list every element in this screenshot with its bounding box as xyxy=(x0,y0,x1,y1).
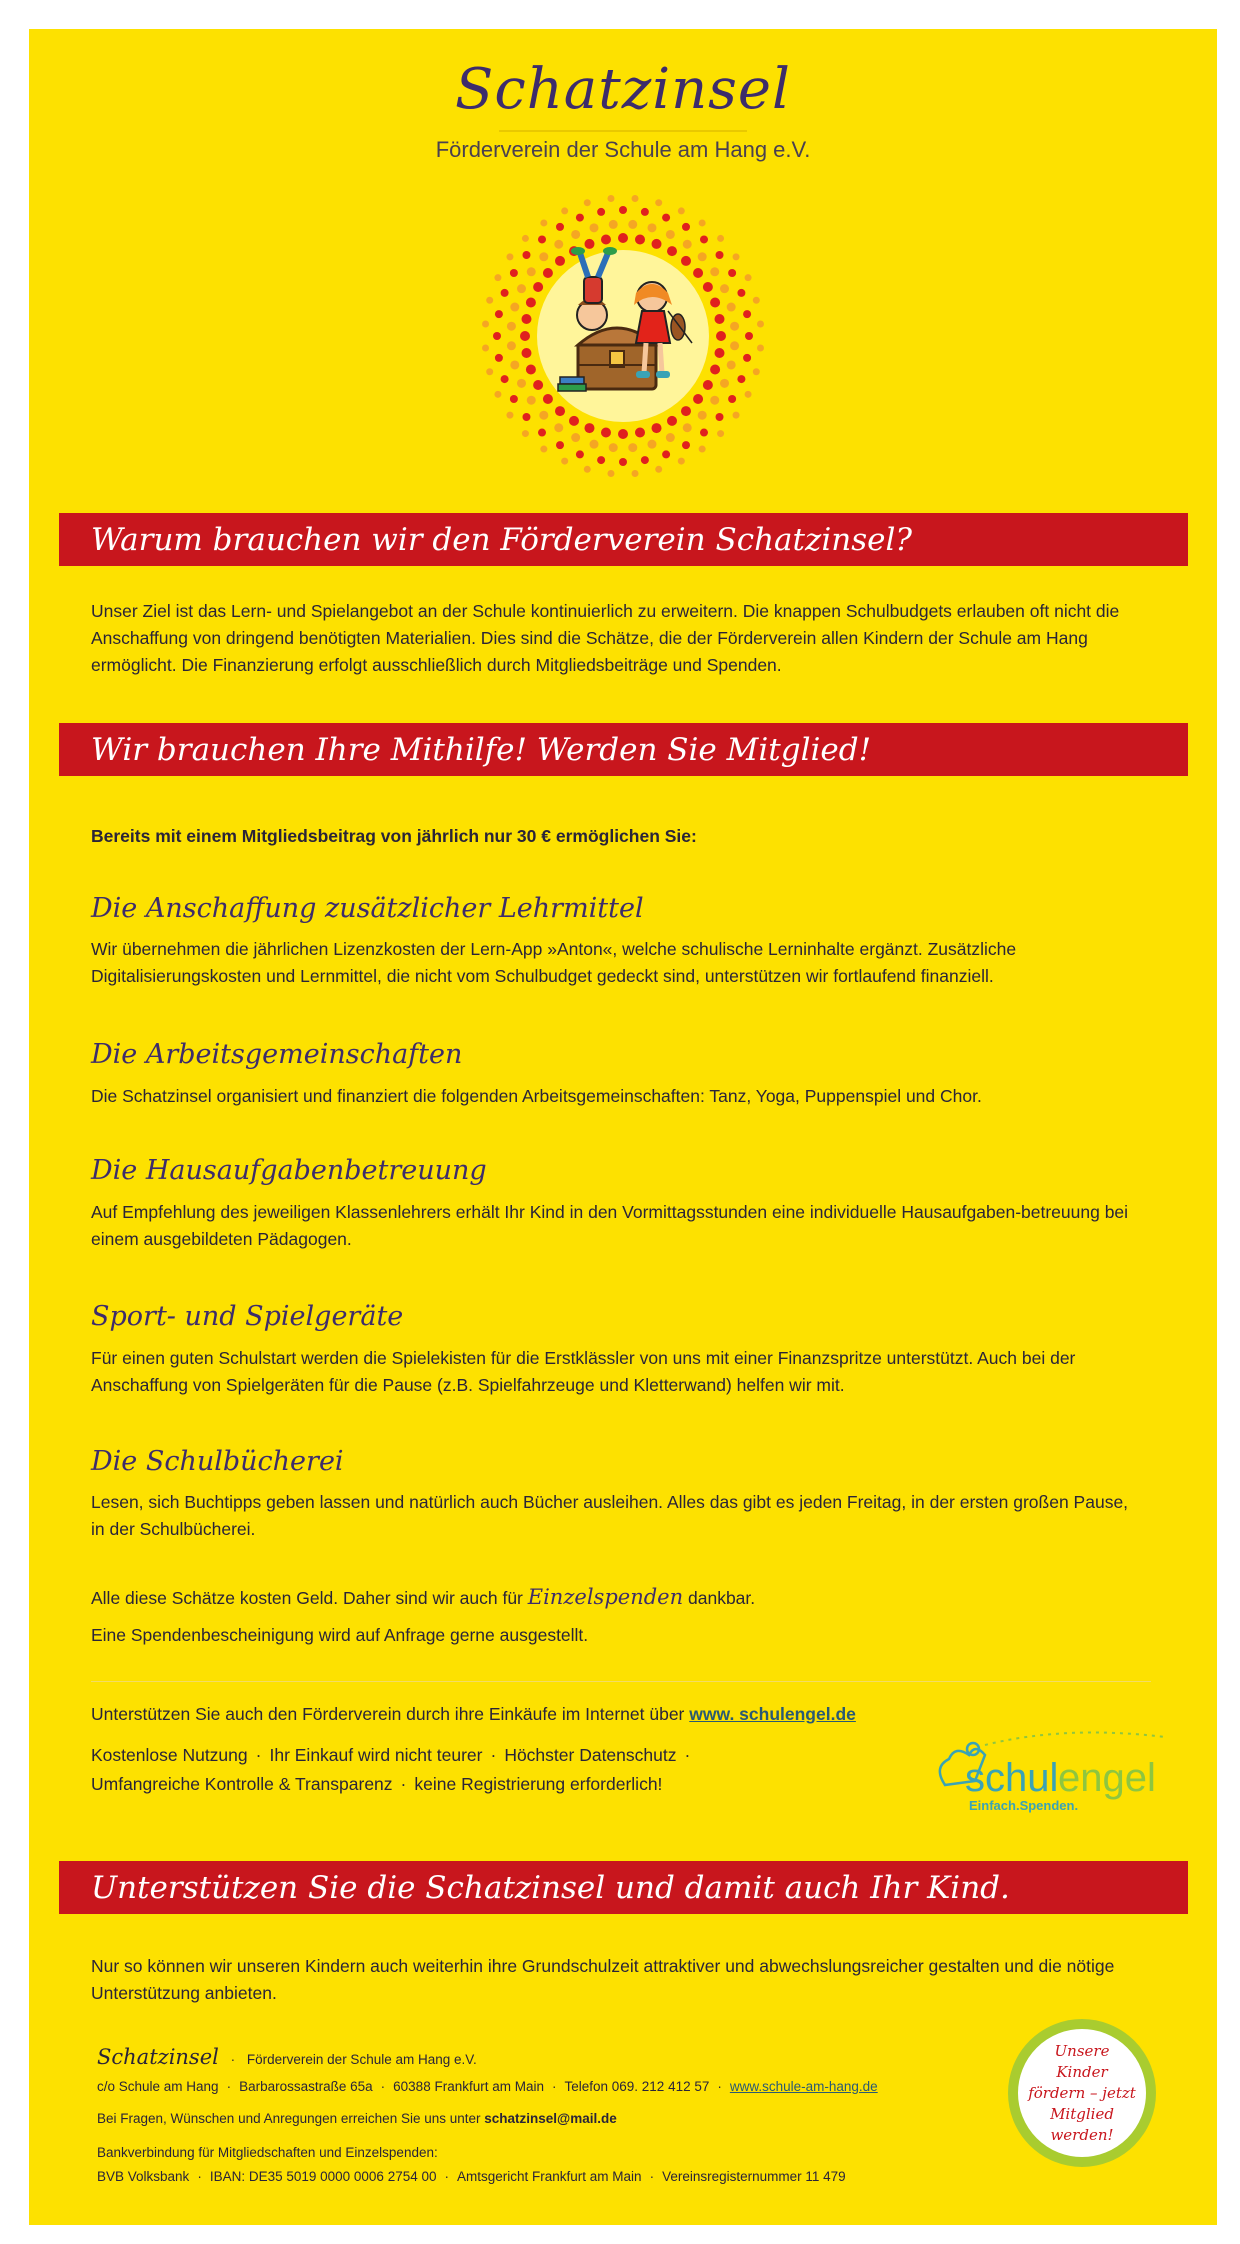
sun-dot xyxy=(710,267,719,276)
donation-pre: Alle diese Schätze kosten Geld. Daher sind wir auch für xyxy=(91,1588,523,1608)
sun-dot xyxy=(727,360,736,369)
sun-dot xyxy=(533,380,543,390)
footer-contact-line xyxy=(97,2111,617,2126)
schulengel-text: Unterstützen Sie auch den Förderverein durch ihre Einkäufe im Internet über xyxy=(91,1704,685,1724)
sun-dot xyxy=(510,395,518,403)
badge-text: Unsere Kinder fördern – jetzt Mitglied werden! xyxy=(1028,2041,1136,2144)
sun-dot xyxy=(720,379,729,388)
sun-dot xyxy=(571,230,580,239)
item-text-ags: Die Schatzinsel organisiert und finanziert die folgenden Arbeitsgemeinschaften: Tanz, Yoga, Puppenspiel und Chor. xyxy=(91,1086,982,1106)
sun-dot xyxy=(556,441,564,449)
sun-dot xyxy=(666,433,675,442)
sun-dot xyxy=(652,423,662,433)
sun-dot xyxy=(716,331,726,341)
sun-dot xyxy=(682,441,690,449)
features-line-2: Umfangreiche Kontrolle & Transparenz · keine Registrierung erforderlich! xyxy=(91,1774,663,1794)
why-paragraph: Unser Ziel ist das Lern- und Spielangebot an der Schule kontinuierlich zu erweitern. Die knappen Schulbudgets erlauben oft nicht die Anschaffung von dringend benötigten Materialien. Dies sind die Schätze, die der Förderverein allen Kindern der Schule am Hang ermöglicht. Die Finanzierung erfolgt ausschließlich durch Mitgliedsbeiträge und Spenden. xyxy=(91,601,1120,675)
brand-subtitle: Förderverein der Schule am Hang e.V. xyxy=(435,137,811,162)
sun-dot xyxy=(757,345,764,352)
sun-dot xyxy=(539,411,548,420)
schulengel-logo[interactable] xyxy=(915,1715,1175,1815)
sun-dot xyxy=(561,458,568,465)
sun-dot xyxy=(571,433,580,442)
sun-dot xyxy=(635,428,645,438)
sun-dot xyxy=(486,368,493,375)
sun-dot xyxy=(495,354,503,362)
sun-dot xyxy=(652,239,662,249)
sun-dot xyxy=(703,282,713,292)
address-part: Telefon 069. 212 412 57 xyxy=(564,2079,710,2094)
sun-dot xyxy=(698,411,707,420)
sun-dot xyxy=(576,214,584,222)
sun-dot xyxy=(662,450,670,458)
schulengel-line xyxy=(91,1701,891,1728)
sun-dot xyxy=(717,430,724,437)
receipt-line: Eine Spendenbescheinigung wird auf Anfrage gerne ausgestellt. xyxy=(91,1625,589,1645)
sun-dot xyxy=(526,297,536,307)
sun-dot xyxy=(703,380,713,390)
sun-dot xyxy=(569,416,579,426)
sun-dot xyxy=(641,208,649,216)
sun-dot xyxy=(520,331,530,341)
sun-dot xyxy=(584,466,591,473)
sun-dot xyxy=(527,267,536,276)
sun-dot xyxy=(682,223,690,231)
sun-dot xyxy=(555,406,565,416)
sun-dot xyxy=(737,289,745,297)
sun-dot xyxy=(693,268,703,278)
sun-dot xyxy=(745,332,753,340)
item-title-sport: Sport- und Spielgeräte xyxy=(91,1301,404,1332)
sun-dot xyxy=(494,274,501,281)
help-intro: Bereits mit einem Mitgliedsbeitrag von jährlich nur 30 € ermöglichen Sie: xyxy=(91,826,697,846)
sun-dot xyxy=(607,470,614,477)
sun-dot xyxy=(526,365,536,375)
feature-item: Kostenlose Nutzung xyxy=(91,1745,248,1765)
sun-dot xyxy=(737,375,745,383)
footer-brand: Schatzinsel xyxy=(97,2045,219,2069)
donation-line xyxy=(91,1584,1141,1612)
sun-dot xyxy=(728,269,736,277)
sun-dot xyxy=(555,256,565,266)
sun-dot xyxy=(597,456,605,464)
feature-item: keine Registrierung erforderlich! xyxy=(414,1774,663,1794)
sun-dot xyxy=(698,252,707,261)
treasure-chest-children-icon xyxy=(480,193,766,479)
sun-dot xyxy=(635,234,645,244)
item-text-buecherei: Lesen, sich Buchtipps geben lassen und natürlich auch Bücher ausleihen. Alles das gibt es jeden Freitag, in der ersten großen Pause, in der Schulbücherei. xyxy=(91,1492,1129,1539)
sun-dot xyxy=(728,395,736,403)
item-text-sport: Für einen guten Schulstart werden die Spielekisten für die Erstklässler von uns mit einer Finanzspritze unterstützt. Auch bei der Anschaffung von Spielgeräten für die Pause (z.B. Spielfahrzeuge und Kletterwand) helfen wir mit. xyxy=(91,1348,1076,1395)
sun-dot xyxy=(743,354,751,362)
sun-dot xyxy=(501,289,509,297)
sun-dot xyxy=(543,268,553,278)
contact-text: Bei Fragen, Wünschen und Anregungen erreichen Sie uns unter xyxy=(97,2111,481,2126)
sun-dot xyxy=(538,235,546,243)
sun-dot xyxy=(561,207,568,214)
sun-dot xyxy=(710,365,720,375)
sun-dot xyxy=(554,423,563,432)
footer-website-link[interactable]: www.schule-am-hang.de xyxy=(729,2079,878,2094)
sun-dot xyxy=(597,208,605,216)
sun-dot xyxy=(601,234,611,244)
bank-part: IBAN: DE35 5019 0000 0006 2754 00 xyxy=(209,2169,437,2184)
sun-dot xyxy=(632,195,639,202)
section-divider xyxy=(91,1681,1151,1682)
sun-dot xyxy=(510,269,518,277)
sun-dot xyxy=(632,470,639,477)
sun-dot xyxy=(493,332,501,340)
sun-dot xyxy=(495,310,503,318)
schulengel-link[interactable]: www. schulengel.de xyxy=(689,1704,856,1724)
sun-dot xyxy=(647,223,656,232)
sun-dot xyxy=(619,458,627,466)
books-icon xyxy=(558,377,586,391)
sun-dot xyxy=(590,223,599,232)
sun-dot xyxy=(628,220,637,229)
item-title-hausaufgaben: Die Hausaufgabenbetreuung xyxy=(91,1155,487,1186)
sun-dot xyxy=(482,345,489,352)
sun-dot xyxy=(590,440,599,449)
sun-dot xyxy=(576,450,584,458)
sun-dot xyxy=(533,282,543,292)
sun-dot xyxy=(510,303,519,312)
sun-dot xyxy=(727,303,736,312)
banner-why: Warum brauchen wir den Förderverein Schatzinsel? xyxy=(59,513,1188,566)
sun-dot xyxy=(618,233,628,243)
sun-dot xyxy=(507,341,516,350)
sun-dot xyxy=(554,240,563,249)
sun-dot xyxy=(710,297,720,307)
sun-dot xyxy=(506,412,513,419)
sun-dot xyxy=(693,394,703,404)
sun-dot xyxy=(662,214,670,222)
sun-dot xyxy=(647,440,656,449)
sun-dot xyxy=(507,322,516,331)
donation-word: Einzelspenden xyxy=(527,1585,684,1609)
footer-email-link[interactable]: schatzinsel@mail.de xyxy=(484,2111,617,2126)
banner-support: Unterstützen Sie die Schatzinsel und damit auch Ihr Kind. xyxy=(59,1861,1188,1914)
sun-dot xyxy=(521,314,531,324)
sun-dot xyxy=(482,320,489,327)
feature-item: Umfangreiche Kontrolle & Transparenz xyxy=(91,1774,393,1794)
sun-dot xyxy=(618,429,628,439)
item-title-lehrmittel: Die Anschaffung zusätzlicher Lehrmittel xyxy=(91,893,644,924)
sun-dot xyxy=(678,458,685,465)
sun-dot xyxy=(609,443,618,452)
feature-item: Ihr Einkauf wird nicht teurer xyxy=(269,1745,483,1765)
sun-dot xyxy=(522,235,529,242)
sun-dot xyxy=(522,430,529,437)
sun-dot xyxy=(720,284,729,293)
sun-dot xyxy=(517,379,526,388)
bank-part: BVB Volksbank xyxy=(97,2169,190,2184)
banner-help: Wir brauchen Ihre Mithilfe! Werden Sie Mitglied! xyxy=(59,723,1188,776)
footer-org-line: Schatzinsel · Förderverein der Schule am Hang e.V. xyxy=(97,2045,477,2069)
item-title-buecherei: Die Schulbücherei xyxy=(91,1446,344,1477)
sun-dot xyxy=(543,394,553,404)
footer-address-line: c/o Schule am Hang · Barbarossastraße 65a · 60388 Frankfurt am Main · Telefon 069. 212 412 57 · www.schule-am-hang.de xyxy=(97,2079,878,2094)
sun-dot xyxy=(601,428,611,438)
sun-dot xyxy=(745,274,752,281)
sun-dot xyxy=(540,446,547,453)
sun-dot xyxy=(521,348,531,358)
sun-dot xyxy=(700,429,708,437)
schulengel-word-b: engel xyxy=(1058,1756,1156,1800)
sun-dot xyxy=(678,207,685,214)
sun-dot xyxy=(733,253,740,260)
footer-org: Förderverein der Schule am Hang e.V. xyxy=(246,2052,477,2067)
sun-dot xyxy=(510,360,519,369)
sun-dot xyxy=(681,406,691,416)
bank-part: Vereinsregisternummer 11 479 xyxy=(662,2169,846,2184)
sun-dot xyxy=(757,320,764,327)
sun-dot xyxy=(655,466,662,473)
sun-dot xyxy=(494,391,501,398)
sun-dot xyxy=(584,199,591,206)
sun-dot xyxy=(609,220,618,229)
sun-dot xyxy=(619,206,627,214)
sun-dot xyxy=(699,446,706,453)
features-line-1: Kostenlose Nutzung · Ihr Einkauf wird nicht teurer · Höchster Datenschutz · xyxy=(91,1745,691,1765)
sun-dot xyxy=(700,235,708,243)
footer-bank-title: Bankverbindung für Mitgliedschaften und Einzelspenden: xyxy=(97,2145,438,2160)
address-part: Barbarossastraße 65a xyxy=(239,2079,373,2094)
sun-dot xyxy=(753,297,760,304)
sun-dot xyxy=(745,391,752,398)
item-title-ags: Die Arbeitsgemeinschaften xyxy=(91,1039,463,1070)
sun-dot xyxy=(538,429,546,437)
footer-bank-line: BVB Volksbank · IBAN: DE35 5019 0000 0006 2754 00 · Amtsgericht Frankfurt am Main · Vereinsregisternummer 11 479 xyxy=(97,2169,846,2184)
schulengel-features xyxy=(91,1741,891,1799)
sun-dot xyxy=(710,396,719,405)
sun-dot xyxy=(716,251,724,259)
sun-dot xyxy=(716,413,724,421)
sun-dot xyxy=(753,368,760,375)
sun-dot xyxy=(730,322,739,331)
sun-dot xyxy=(517,284,526,293)
sun-dot xyxy=(699,219,706,226)
sun-dot xyxy=(641,456,649,464)
brand-title: Schatzinsel xyxy=(455,57,791,122)
feature-item: Höchster Datenschutz xyxy=(504,1745,677,1765)
sun-dot xyxy=(730,341,739,350)
sun-dot xyxy=(681,256,691,266)
sun-dot xyxy=(733,412,740,419)
sun-dot xyxy=(715,348,725,358)
sun-dot xyxy=(717,235,724,242)
sun-dot xyxy=(486,297,493,304)
sun-dot xyxy=(540,219,547,226)
bank-part: Amtsgericht Frankfurt am Main xyxy=(457,2169,642,2184)
sun-dot xyxy=(506,253,513,260)
sun-dot xyxy=(667,246,677,256)
brand-underline xyxy=(499,130,747,132)
stars-trail xyxy=(985,1733,1165,1746)
sun-dot xyxy=(628,443,637,452)
donation-post: dankbar. xyxy=(688,1588,756,1608)
sun-dot xyxy=(655,199,662,206)
support-paragraph: Nur so können wir unseren Kindern auch weiterhin ihre Grundschulzeit attraktiver und abwechslungsreicher gestalten und die nötige Unterstützung anbieten. xyxy=(91,1956,1115,2003)
membership-badge[interactable] xyxy=(1008,2019,1156,2167)
sun-dot xyxy=(683,240,692,249)
sun-dot xyxy=(584,239,594,249)
sun-dot xyxy=(501,375,509,383)
sun-dot xyxy=(715,314,725,324)
sun-dot xyxy=(584,423,594,433)
address-part: c/o Schule am Hang xyxy=(97,2079,219,2094)
sun-dot xyxy=(666,230,675,239)
sun-dot xyxy=(683,423,692,432)
item-text-lehrmittel: Wir übernehmen die jährlichen Lizenzkosten der Lern-App »Anton«, welche schulische Lerninhalte ergänzt. Zusätzliche Digitalisierungskosten und Lernmittel, die nicht vom Schulbudget gedeckt sind, unterstützen wir fortlaufend finanziell. xyxy=(91,939,1017,986)
sun-dot xyxy=(522,413,530,421)
address-part: 60388 Frankfurt am Main xyxy=(393,2079,544,2094)
sun-dot xyxy=(539,252,548,261)
sun-dot xyxy=(667,416,677,426)
schulengel-word-a: schul xyxy=(965,1756,1059,1800)
sun-dot xyxy=(527,396,536,405)
item-text-hausaufgaben: Auf Empfehlung des jeweiligen Klassenlehrers erhält Ihr Kind in den Vormittagsstunden eine individuelle Hausaufgaben-betreuung bei einem ausgebildeten Pädagogen. xyxy=(91,1202,1129,1249)
sun-dot xyxy=(607,195,614,202)
sun-dot xyxy=(556,223,564,231)
schulengel-tagline: Einfach.Spenden. xyxy=(969,1798,1079,1813)
flyer-page xyxy=(29,29,1217,2225)
sun-dot xyxy=(522,251,530,259)
sun-dot xyxy=(743,310,751,318)
